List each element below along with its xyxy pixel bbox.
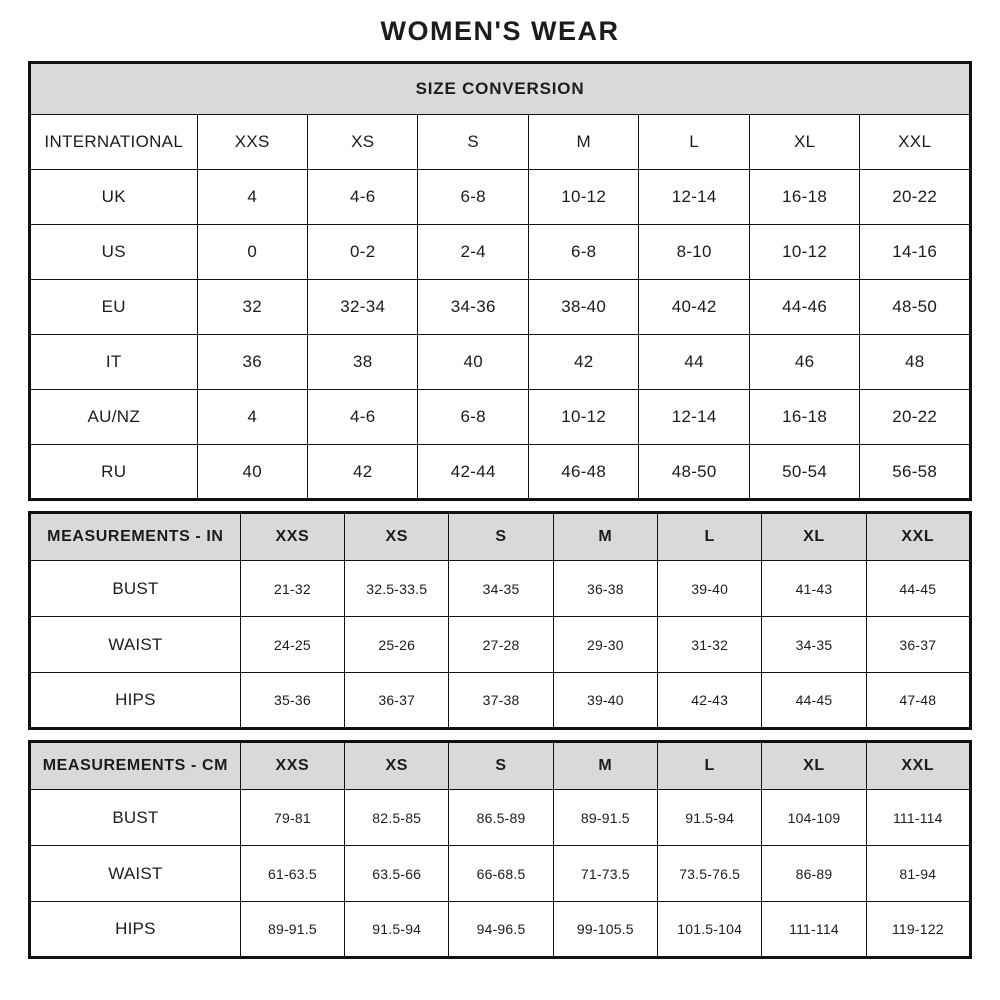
size-conversion-row-value-cell: 40 — [418, 335, 528, 390]
measurements-in-row-value-cell: 47-48 — [866, 673, 970, 729]
measurements-cm-size-header: M — [553, 742, 657, 790]
size-conversion-row-value-cell: 4-6 — [307, 390, 417, 445]
size-conversion-body — [30, 115, 971, 500]
size-conversion-row-value-cell: 56-58 — [860, 445, 971, 500]
size-conversion-row-value-cell: 32 — [197, 280, 307, 335]
measurements-cm-header-row — [30, 742, 971, 790]
measurements-in-size-header: XXS — [240, 513, 344, 561]
size-conversion-row-value-cell: XXS — [197, 115, 307, 170]
size-conversion-row-value-cell: L — [639, 115, 749, 170]
page-title: WOMEN'S WEAR — [380, 16, 620, 46]
size-conversion-row-value-cell: 44 — [639, 335, 749, 390]
measurements-cm-row — [30, 902, 971, 958]
measurements-cm-row-value-cell: 111-114 — [866, 790, 970, 846]
size-conversion-row-label: IT — [30, 335, 198, 390]
measurements-in-row-value-cell: 34-35 — [762, 617, 866, 673]
measurements-in-size-header: S — [449, 513, 553, 561]
measurements-in-row-value-cell: 27-28 — [449, 617, 553, 673]
measurements-in-row-value-cell: 34-35 — [449, 561, 553, 617]
size-conversion-row-value-cell: 0 — [197, 225, 307, 280]
size-conversion-row-value-cell: 12-14 — [639, 390, 749, 445]
measurements-cm-row — [30, 846, 971, 902]
measurements-cm-size-header: L — [658, 742, 762, 790]
size-conversion-row — [30, 170, 971, 225]
size-conversion-row-value-cell: XS — [307, 115, 417, 170]
measurements-cm-row-label: HIPS — [30, 902, 241, 958]
measurements-in-size-header: M — [553, 513, 657, 561]
measurements-cm-row-value-cell: 94-96.5 — [449, 902, 553, 958]
size-conversion-row-value-cell: 36 — [197, 335, 307, 390]
measurements-cm-row-label: BUST — [30, 790, 241, 846]
measurements-in-row-value-cell: 42-43 — [658, 673, 762, 729]
measurements-in-row — [30, 561, 971, 617]
measurements-cm-row-value-cell: 104-109 — [762, 790, 866, 846]
size-conversion-banner-row — [30, 63, 971, 115]
measurements-in-size-header: XL — [762, 513, 866, 561]
measurements-cm-size-header: XXS — [240, 742, 344, 790]
size-conversion-row-value-cell: 42-44 — [418, 445, 528, 500]
size-conversion-row-value-cell: 34-36 — [418, 280, 528, 335]
measurements-in-title: MEASUREMENTS - IN — [30, 513, 241, 561]
measurements-in-row-value-cell: 44-45 — [866, 561, 970, 617]
size-conversion-row-label: EU — [30, 280, 198, 335]
measurements-in-row — [30, 673, 971, 729]
measurements-in-size-header: XXL — [866, 513, 970, 561]
size-conversion-row-value-cell: 38 — [307, 335, 417, 390]
measurements-in-row-value-cell: 32.5-33.5 — [345, 561, 449, 617]
measurements-cm-row — [30, 790, 971, 846]
size-conversion-row-value-cell: XXL — [860, 115, 971, 170]
size-conversion-row-value-cell: 8-10 — [639, 225, 749, 280]
measurements-cm-row-value-cell: 89-91.5 — [240, 902, 344, 958]
size-conversion-row-value-cell: 2-4 — [418, 225, 528, 280]
measurements-cm-row-value-cell: 86-89 — [762, 846, 866, 902]
size-conversion-row-label: RU — [30, 445, 198, 500]
size-conversion-row-value-cell: 38-40 — [528, 280, 638, 335]
size-conversion-row-value-cell: 4 — [197, 390, 307, 445]
measurements-cm-title: MEASUREMENTS - CM — [30, 742, 241, 790]
measurements-cm-row-value-cell: 89-91.5 — [553, 790, 657, 846]
measurements-cm-row-value-cell: 99-105.5 — [553, 902, 657, 958]
size-conversion-row-value-cell: 48-50 — [860, 280, 971, 335]
measurements-in-row-value-cell: 37-38 — [449, 673, 553, 729]
measurements-in-row-value-cell: 24-25 — [240, 617, 344, 673]
measurements-cm-size-header: S — [449, 742, 553, 790]
size-conversion-row — [30, 390, 971, 445]
measurements-cm-row-label: WAIST — [30, 846, 241, 902]
measurements-in-row-value-cell: 25-26 — [345, 617, 449, 673]
measurements-in-row-value-cell: 41-43 — [762, 561, 866, 617]
measurements-cm-size-header: XXL — [866, 742, 970, 790]
measurements-cm-row-value-cell: 119-122 — [866, 902, 970, 958]
measurements-in-row-value-cell: 21-32 — [240, 561, 344, 617]
size-conversion-row-label: US — [30, 225, 198, 280]
measurements-in-table — [28, 511, 972, 730]
size-conversion-row-value-cell: S — [418, 115, 528, 170]
size-conversion-row-value-cell: 50-54 — [749, 445, 859, 500]
measurements-cm-row-value-cell: 91.5-94 — [658, 790, 762, 846]
measurements-in-row-value-cell: 31-32 — [658, 617, 762, 673]
size-conversion-row-value-cell: 46-48 — [528, 445, 638, 500]
size-conversion-row-label: UK — [30, 170, 198, 225]
measurements-cm-row-value-cell: 63.5-66 — [345, 846, 449, 902]
measurements-cm-row-value-cell: 81-94 — [866, 846, 970, 902]
size-conversion-row-value-cell: 16-18 — [749, 390, 859, 445]
size-conversion-row-value-cell: 42 — [307, 445, 417, 500]
size-conversion-row-value-cell: 4-6 — [307, 170, 417, 225]
measurements-in-row-value-cell: 44-45 — [762, 673, 866, 729]
size-conversion-row-value-cell: 40-42 — [639, 280, 749, 335]
size-conversion-row — [30, 280, 971, 335]
size-conversion-row-value-cell: 10-12 — [528, 170, 638, 225]
size-conversion-row-value-cell: 6-8 — [418, 170, 528, 225]
measurements-cm-size-header: XL — [762, 742, 866, 790]
size-conversion-row-value-cell: 40 — [197, 445, 307, 500]
measurements-in-row-label: BUST — [30, 561, 241, 617]
size-conversion-row — [30, 445, 971, 500]
measurements-in-body — [30, 561, 971, 729]
size-conversion-row-value-cell: 44-46 — [749, 280, 859, 335]
size-conversion-table — [28, 61, 972, 501]
measurements-in-row-label: WAIST — [30, 617, 241, 673]
measurements-in-size-header: XS — [345, 513, 449, 561]
size-conversion-row-value-cell: 14-16 — [860, 225, 971, 280]
size-conversion-row — [30, 335, 971, 390]
size-conversion-row-value-cell: 6-8 — [528, 225, 638, 280]
size-conversion-row — [30, 225, 971, 280]
size-conversion-title: SIZE CONVERSION — [30, 63, 971, 115]
measurements-in-row-value-cell: 39-40 — [658, 561, 762, 617]
measurements-cm-row-value-cell: 79-81 — [240, 790, 344, 846]
measurements-cm-row-value-cell: 101.5-104 — [658, 902, 762, 958]
size-conversion-row — [30, 115, 971, 170]
size-conversion-row-value-cell: M — [528, 115, 638, 170]
measurements-cm-row-value-cell: 91.5-94 — [345, 902, 449, 958]
measurements-cm-row-value-cell: 61-63.5 — [240, 846, 344, 902]
measurements-in-row-value-cell: 35-36 — [240, 673, 344, 729]
measurements-cm-row-value-cell: 86.5-89 — [449, 790, 553, 846]
measurements-cm-row-value-cell: 73.5-76.5 — [658, 846, 762, 902]
measurements-in-header-row — [30, 513, 971, 561]
measurements-cm-row-value-cell: 66-68.5 — [449, 846, 553, 902]
size-conversion-row-value-cell: 0-2 — [307, 225, 417, 280]
measurements-in-row-value-cell: 36-37 — [866, 617, 970, 673]
size-conversion-row-value-cell: 16-18 — [749, 170, 859, 225]
measurements-cm-row-value-cell: 71-73.5 — [553, 846, 657, 902]
measurements-in-row-value-cell: 36-37 — [345, 673, 449, 729]
size-conversion-row-value-cell: 20-22 — [860, 390, 971, 445]
size-conversion-row-value-cell: XL — [749, 115, 859, 170]
size-conversion-row-value-cell: 20-22 — [860, 170, 971, 225]
measurements-cm-size-header: XS — [345, 742, 449, 790]
size-conversion-row-value-cell: 10-12 — [528, 390, 638, 445]
size-conversion-row-value-cell: 4 — [197, 170, 307, 225]
size-conversion-row-value-cell: 42 — [528, 335, 638, 390]
measurements-cm-table — [28, 740, 972, 959]
measurements-in-row-value-cell: 36-38 — [553, 561, 657, 617]
size-conversion-row-label: AU/NZ — [30, 390, 198, 445]
measurements-in-size-header: L — [658, 513, 762, 561]
size-conversion-row-value-cell: 48 — [860, 335, 971, 390]
size-conversion-row-value-cell: 48-50 — [639, 445, 749, 500]
size-conversion-row-label: INTERNATIONAL — [30, 115, 198, 170]
measurements-in-row-value-cell: 29-30 — [553, 617, 657, 673]
measurements-cm-row-value-cell: 111-114 — [762, 902, 866, 958]
size-conversion-row-value-cell: 6-8 — [418, 390, 528, 445]
size-conversion-row-value-cell: 10-12 — [749, 225, 859, 280]
measurements-cm-row-value-cell: 82.5-85 — [345, 790, 449, 846]
size-conversion-row-value-cell: 12-14 — [639, 170, 749, 225]
size-conversion-row-value-cell: 46 — [749, 335, 859, 390]
size-conversion-row-value-cell: 32-34 — [307, 280, 417, 335]
measurements-cm-body — [30, 790, 971, 958]
measurements-in-row — [30, 617, 971, 673]
measurements-in-row-label: HIPS — [30, 673, 241, 729]
measurements-in-row-value-cell: 39-40 — [553, 673, 657, 729]
